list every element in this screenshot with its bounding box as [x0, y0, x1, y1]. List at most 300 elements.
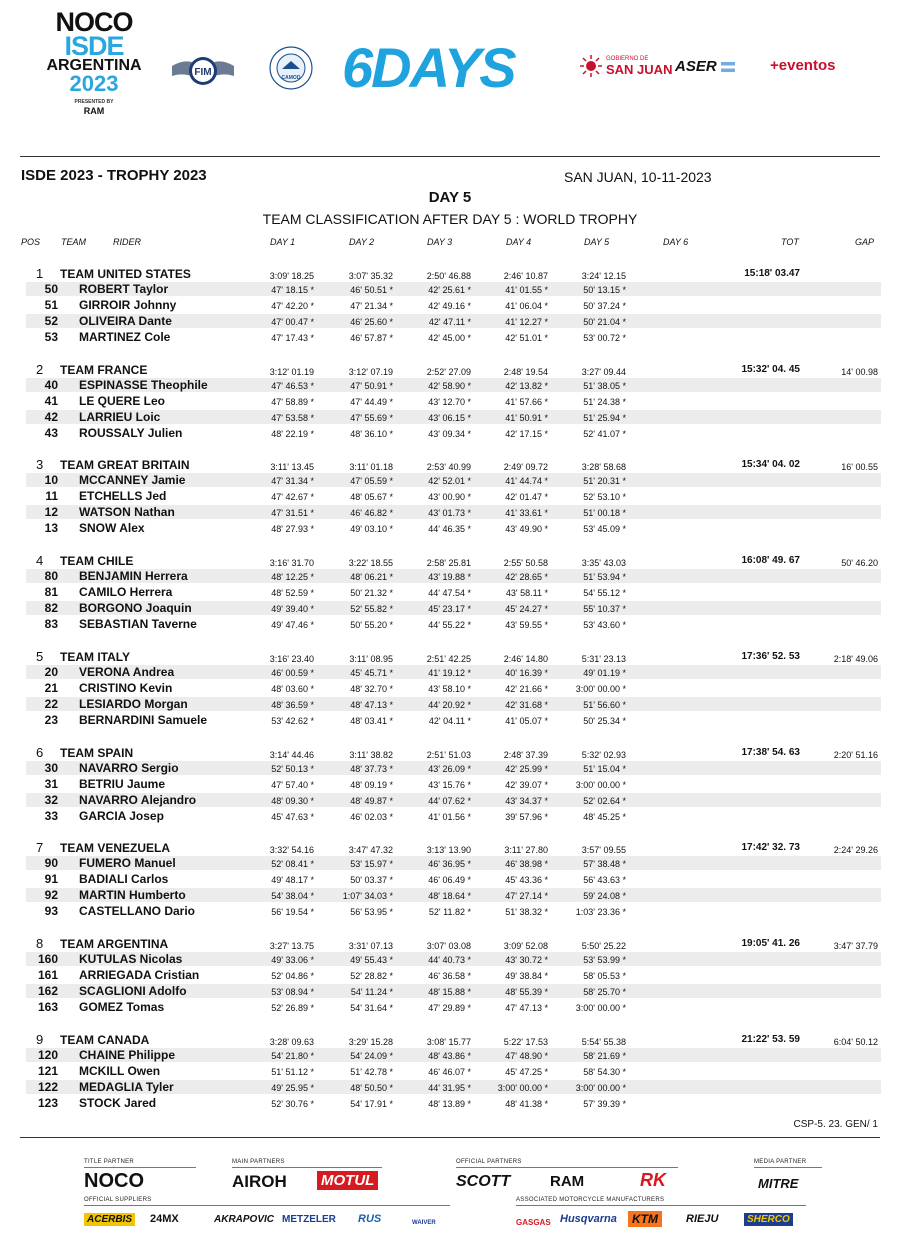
rider-day-time: 45' 43.36 *: [505, 875, 548, 886]
team-name: TEAM CHILE: [60, 554, 134, 569]
rider-number: 33: [44, 808, 58, 823]
rider-number: 22: [44, 696, 58, 711]
rider-day-time: 51' 00.18 *: [583, 508, 626, 519]
rider-day-time: 56' 19.54 *: [271, 907, 314, 918]
team-day-time: 3:07' 03.08: [426, 940, 471, 951]
rider-row: [26, 872, 881, 886]
main-partners-line: [232, 1167, 382, 1168]
rider-day-time: 47' 42.20 *: [271, 301, 314, 311]
rider-row: [26, 601, 881, 615]
rider-number: 53: [44, 330, 58, 344]
rider-day-time: 1:07' 34.03 *: [342, 891, 393, 902]
rider-day-time: 44' 31.95 *: [428, 1082, 471, 1093]
col-tot: TOT: [781, 237, 799, 247]
rider-day-time: 1:03' 23.36 *: [575, 907, 626, 918]
rider-day-time: 47' 48.90 *: [505, 1050, 548, 1061]
rider-day-time: 49' 33.06 *: [271, 954, 314, 965]
team-day-time: 2:52' 27.09: [426, 366, 471, 377]
rider-day-time: 46' 57.87 *: [350, 333, 393, 343]
rider-number: 52: [44, 314, 58, 328]
rider-day-time: 48' 32.70 *: [350, 683, 393, 694]
rider-day-time: 51' 38.05 *: [583, 380, 626, 391]
rider-day-time: 46' 38.98 *: [505, 859, 548, 870]
noco-footer-logo: NOCO: [84, 1170, 144, 1192]
rider-day-time: 58' 21.69 *: [583, 1050, 626, 1061]
rider-day-time: 48' 50.50 *: [350, 1082, 393, 1093]
team-day-time: 3:12' 01.19: [269, 366, 314, 377]
svg-text:CAMOD: CAMOD: [281, 75, 301, 81]
team-total-time: 15:18' 03.47: [744, 268, 800, 279]
rider-day-time: 41' 01.56 *: [428, 811, 471, 822]
team-row: [0, 1032, 900, 1048]
team-gap: 2:20' 51.16: [833, 749, 878, 760]
rider-number: 120: [37, 1047, 58, 1062]
team-total-time: 19:05' 41. 26: [741, 937, 800, 949]
rider-day-time: 50' 21.32 *: [350, 588, 393, 599]
rider-name: BORGONO Joaquin: [79, 601, 192, 616]
rider-number: 20: [44, 664, 58, 679]
rider-day-time: 46' 02.03 *: [350, 811, 393, 822]
rider-day-time: 45' 24.27 *: [505, 604, 548, 615]
rider-row: [26, 713, 881, 727]
rider-day-time: 48' 45.25 *: [583, 811, 626, 822]
col-day3: DAY 3: [427, 237, 453, 247]
rider-day-time: 41' 50.91 *: [505, 412, 548, 423]
rider-day-time: 54' 11.24 *: [350, 986, 393, 997]
team-day-time: 3:12' 07.19: [348, 366, 393, 377]
rider-day-time: 44' 46.35 *: [428, 524, 471, 535]
rider-name: MARTINEZ Cole: [79, 330, 171, 344]
logo-presented-text: PRESENTED BY: [74, 99, 114, 105]
rider-row: [26, 282, 881, 296]
place-date: SAN JUAN, 10-11-2023: [564, 169, 712, 185]
team-day-time: 3:27' 09.44: [581, 366, 626, 377]
team-position: 9: [36, 1031, 44, 1047]
san-juan-logo: [580, 55, 672, 77]
team-day-time: 3:16' 23.40: [269, 653, 314, 664]
team-block: [0, 266, 900, 346]
team-gap: 6:04' 50.12: [833, 1036, 878, 1047]
team-position: 5: [36, 648, 44, 664]
rider-day-time: 41' 12.27 *: [505, 317, 548, 327]
rider-row: [26, 984, 881, 998]
rider-name: LE QUERE Leo: [79, 393, 166, 408]
rider-day-time: 42' 13.82 *: [505, 380, 548, 391]
rider-number: 160: [37, 951, 58, 966]
rider-day-time: 59' 24.08 *: [583, 891, 626, 902]
rider-day-time: 44' 07.62 *: [428, 795, 471, 806]
scott-logo: SCOTT: [456, 1173, 511, 1190]
rider-day-time: 42' 25.99 *: [505, 763, 548, 774]
rider-day-time: 47' 18.15 *: [271, 285, 314, 295]
rider-number: 31: [44, 776, 58, 791]
rider-day-time: 40' 16.39 *: [505, 667, 548, 678]
team-name: TEAM GREAT BRITAIN: [60, 458, 190, 473]
team-block: [0, 649, 900, 729]
title-partner-line: [84, 1167, 196, 1168]
rider-row: [26, 585, 881, 599]
akrapovic-logo: AKRAPOVIC: [214, 1214, 275, 1225]
eventos-logo: +eventos: [770, 57, 836, 74]
media-partner-label: MEDIA PARTNER: [754, 1159, 807, 1165]
rider-name: MEDAGLIA Tyler: [79, 1079, 174, 1094]
team-day-time: 3:35' 43.03: [581, 558, 626, 569]
official-suppliers-line: [84, 1205, 450, 1206]
rider-day-time: 51' 38.32 *: [505, 907, 548, 918]
team-day-time: 2:53' 40.99: [426, 462, 471, 473]
rider-number: 92: [44, 888, 58, 903]
san-juan-main-text: SAN JUAN: [606, 62, 673, 77]
rider-day-time: 48' 22.19 *: [271, 428, 314, 439]
header-rule: [20, 156, 880, 157]
rider-day-time: 51' 42.78 *: [350, 1066, 393, 1077]
rider-day-time: 47' 57.40 *: [271, 779, 314, 790]
team-day-time: 3:08' 15.77: [426, 1036, 471, 1047]
rider-day-time: 46' 46.07 *: [428, 1066, 471, 1077]
rider-day-time: 43' 26.09 *: [428, 763, 471, 774]
rider-row: [26, 761, 881, 775]
team-total-time: 16:08' 49. 67: [741, 555, 800, 567]
rider-day-time: 46' 36.95 *: [428, 859, 471, 870]
doc-title: ISDE 2023 - TROPHY 2023: [21, 167, 207, 184]
rider-day-time: 44' 40.73 *: [428, 954, 471, 965]
team-day-time: 3:11' 38.82: [349, 749, 393, 760]
col-day5: DAY 5: [584, 237, 610, 247]
rider-day-time: 52' 08.41 *: [271, 859, 314, 870]
team-gap: 2:24' 29.26: [833, 845, 878, 856]
rider-number: 163: [37, 999, 58, 1014]
gasgas-logo: GASGAS: [516, 1218, 551, 1227]
rider-row: [26, 697, 881, 711]
rider-day-time: 45' 23.17 *: [428, 604, 471, 615]
rider-day-time: 48' 36.10 *: [350, 428, 393, 439]
team-day-time: 3:16' 31.70: [269, 558, 314, 569]
media-partner-line: [754, 1167, 822, 1168]
ram-footer-logo: RAM: [550, 1173, 585, 1190]
team-day-time: 2:46' 10.87: [503, 271, 548, 281]
team-position: 3: [36, 457, 44, 473]
rider-day-time: 43' 19.88 *: [428, 572, 471, 583]
rider-day-time: 44' 55.22 *: [428, 620, 471, 631]
rider-name: BERNARDINI Samuele: [79, 712, 208, 727]
rider-name: MARTIN Humberto: [79, 888, 186, 903]
ktm-logo: KTM: [628, 1211, 662, 1227]
rider-name: CRISTINO Kevin: [79, 680, 173, 695]
team-gap: 3:47' 37.79: [833, 940, 878, 951]
rider-name: BETRIU Jaume: [79, 776, 166, 791]
team-gap: 16' 00.55: [841, 462, 878, 473]
team-day-time: 3:47' 47.32: [348, 845, 393, 856]
manufacturers-line: [516, 1205, 806, 1206]
argentina-flag-icon: [721, 62, 735, 72]
rider-row: [26, 968, 881, 982]
rider-day-time: 48' 18.64 *: [428, 891, 471, 902]
rider-row: [26, 665, 881, 679]
rider-row: [26, 617, 881, 631]
rider-day-time: 43' 12.70 *: [428, 396, 471, 407]
team-day-time: 2:48' 37.39: [503, 749, 548, 760]
rider-day-time: 48' 49.87 *: [350, 795, 393, 806]
rider-day-time: 47' 31.34 *: [271, 476, 314, 487]
doc-footnote: CSP-5. 23. GEN/ 1: [793, 1119, 878, 1130]
rider-day-time: 48' 27.93 *: [271, 524, 314, 535]
rider-day-time: 50' 55.20 *: [350, 620, 393, 631]
rider-day-time: 52' 50.13 *: [271, 763, 314, 774]
team-name: TEAM ITALY: [60, 649, 131, 664]
rider-name: ESPINASSE Theophile: [79, 377, 208, 392]
rider-name: SEBASTIAN Taverne: [79, 617, 197, 632]
team-day-time: 5:50' 25.22: [581, 940, 626, 951]
rider-name: OLIVEIRA Dante: [79, 314, 172, 328]
rider-name: STOCK Jared: [79, 1095, 157, 1110]
rider-day-time: 50' 37.24 *: [583, 301, 626, 311]
rider-day-time: 53' 42.62 *: [271, 715, 314, 726]
col-pos: POS: [21, 237, 41, 247]
team-total-time: 17:38' 54. 63: [741, 746, 800, 758]
rider-day-time: 52' 41.07 *: [583, 428, 626, 439]
team-gap: 14' 00.98: [841, 366, 878, 377]
rider-day-time: 51' 56.60 *: [583, 699, 626, 710]
team-name: TEAM ARGENTINA: [60, 936, 169, 951]
team-day-time: 2:51' 51.03: [426, 749, 471, 760]
title-partner-label: TITLE PARTNER: [84, 1159, 135, 1165]
team-total-time: 17:36' 52. 53: [741, 650, 800, 662]
sherco-logo: SHERCO: [744, 1213, 793, 1226]
rider-day-time: 48' 47.13 *: [350, 699, 393, 710]
rider-name: ROUSSALY Julien: [79, 425, 183, 440]
rider-day-time: 44' 20.92 *: [428, 699, 471, 710]
rider-number: 50: [44, 282, 58, 296]
team-day-time: 3:24' 12.15: [581, 271, 626, 281]
rider-day-time: 48' 09.30 *: [271, 795, 314, 806]
rider-day-time: 48' 09.19 *: [350, 779, 393, 790]
rider-day-time: 43' 30.72 *: [505, 954, 548, 965]
logo-isde-text: ISDE: [64, 31, 124, 61]
rider-day-time: 42' 49.16 *: [428, 301, 471, 311]
team-day-time: 3:28' 09.63: [269, 1036, 314, 1047]
logo-noco-text: NOCO: [55, 7, 133, 37]
official-partners-line: [456, 1167, 678, 1168]
aser-logo: [675, 59, 735, 74]
rus-logo: RUS: [358, 1213, 382, 1225]
rider-day-time: 43' 15.76 *: [428, 779, 471, 790]
team-day-time: 3:28' 58.68: [581, 462, 626, 473]
rieju-logo: RIEJU: [686, 1213, 719, 1225]
official-partners-label: OFFICIAL PARTNERS: [456, 1159, 522, 1165]
rider-day-time: 43' 09.34 *: [428, 428, 471, 439]
rider-day-time: 3:00' 00.00 *: [575, 683, 626, 694]
logo-argentina-text: ARGENTINA: [46, 57, 142, 74]
rider-number: 91: [44, 872, 58, 887]
team-position: 1: [36, 266, 44, 281]
rider-name: NAVARRO Sergio: [79, 760, 179, 775]
rider-name: ROBERT Taylor: [79, 282, 169, 296]
rider-day-time: 42' 58.90 *: [428, 380, 471, 391]
sun-icon: [580, 55, 602, 77]
rider-day-time: 50' 25.34 *: [583, 715, 626, 726]
rider-day-time: 50' 13.15 *: [583, 285, 626, 295]
rider-number: 11: [45, 489, 58, 504]
team-day-time: 3:09' 18.25: [269, 271, 314, 281]
rider-day-time: 54' 31.64 *: [350, 1002, 393, 1013]
rider-day-time: 48' 12.25 *: [271, 572, 314, 583]
rider-row: [26, 505, 881, 519]
rider-number: 12: [44, 505, 58, 520]
rider-name: BENJAMIN Herrera: [79, 569, 188, 584]
rider-day-time: 47' 53.58 *: [271, 412, 314, 423]
rider-day-time: 42' 39.07 *: [505, 779, 548, 790]
six-days-logo: 6DAYS: [342, 36, 515, 99]
rider-name: CAMILO Herrera: [79, 585, 173, 600]
rider-day-time: 39' 57.96 *: [505, 811, 548, 822]
rider-row: [26, 314, 881, 328]
rider-day-time: 43' 01.73 *: [428, 508, 471, 519]
noco-isde-logo: [44, 7, 144, 116]
rider-day-time: 3:00' 00.00 *: [497, 1082, 548, 1093]
rider-day-time: 42' 31.68 *: [505, 699, 548, 710]
waiver-logo: WAIVER: [412, 1220, 436, 1226]
team-position: 4: [36, 553, 44, 569]
rider-row: [26, 952, 881, 966]
rider-day-time: 46' 00.59 *: [271, 667, 314, 678]
aser-text: ASER: [675, 58, 717, 75]
rider-day-time: 52' 28.82 *: [350, 970, 393, 981]
rider-day-time: 54' 55.12 *: [583, 588, 626, 599]
team-row: [0, 649, 900, 665]
rider-number: 121: [37, 1063, 58, 1078]
rider-day-time: 49' 47.46 *: [271, 620, 314, 631]
rider-name: ETCHELLS Jed: [79, 489, 167, 504]
team-day-time: 3:22' 18.55: [348, 558, 393, 569]
rider-name: WATSON Nathan: [79, 505, 175, 520]
team-day-time: 3:57' 09.55: [581, 845, 626, 856]
rider-day-time: 47' 44.49 *: [350, 396, 393, 407]
rider-day-time: 3:00' 00.00 *: [575, 779, 626, 790]
rider-day-time: 51' 25.94 *: [583, 412, 626, 423]
team-day-time: 2:50' 46.88: [426, 271, 471, 281]
team-row: [0, 745, 900, 761]
motul-logo: MOTUL: [317, 1171, 378, 1190]
team-day-time: 3:09' 52.08: [503, 940, 548, 951]
rider-day-time: 46' 06.49 *: [428, 875, 471, 886]
rider-name: VERONA Andrea: [79, 664, 175, 679]
rider-day-time: 47' 17.43 *: [271, 333, 314, 343]
rider-day-time: 57' 39.39 *: [583, 1098, 626, 1109]
team-day-time: 3:07' 35.32: [348, 271, 393, 281]
rider-day-time: 49' 55.43 *: [350, 954, 393, 965]
rider-day-time: 51' 53.94 *: [583, 572, 626, 583]
team-day-time: 3:31' 07.13: [348, 940, 393, 951]
team-block: [0, 840, 900, 920]
rider-day-time: 47' 42.67 *: [271, 492, 314, 503]
rider-number: 51: [44, 298, 58, 312]
team-block: [0, 745, 900, 825]
rider-row: [26, 856, 881, 870]
rider-day-time: 49' 38.84 *: [505, 970, 548, 981]
rider-number: 23: [44, 712, 58, 727]
rider-name: MCKILL Owen: [79, 1063, 161, 1078]
rider-day-time: 46' 50.51 *: [350, 285, 393, 295]
rider-number: 162: [37, 983, 58, 998]
24mx-logo: 24MX: [150, 1213, 179, 1225]
rider-day-time: 47' 27.14 *: [505, 891, 548, 902]
rider-day-time: 42' 47.11 *: [428, 317, 471, 327]
rider-day-time: 50' 21.04 *: [583, 317, 626, 327]
rider-name: NAVARRO Alejandro: [79, 792, 197, 807]
rider-day-time: 48' 55.39 *: [505, 986, 548, 997]
rider-day-time: 43' 58.11 *: [505, 588, 548, 599]
rider-day-time: 54' 24.09 *: [350, 1050, 393, 1061]
rider-day-time: 41' 01.55 *: [505, 285, 548, 295]
rider-day-time: 53' 15.97 *: [350, 859, 393, 870]
rider-day-time: 43' 59.55 *: [505, 620, 548, 631]
team-day-time: 3:11' 13.45: [270, 462, 314, 473]
team-day-time: 5:31' 23.13: [581, 653, 626, 664]
col-day2: DAY 2: [349, 237, 375, 247]
rider-day-time: 47' 55.69 *: [350, 412, 393, 423]
rider-day-time: 42' 52.01 *: [428, 476, 471, 487]
team-day-time: 3:11' 01.18: [349, 462, 393, 473]
team-day-time: 3:11' 27.80: [504, 845, 548, 856]
team-row: [0, 457, 900, 473]
main-partners-label: MAIN PARTNERS: [232, 1159, 285, 1165]
rider-day-time: 45' 45.71 *: [350, 667, 393, 678]
rider-day-time: 47' 46.53 *: [271, 380, 314, 391]
logo-ram-text: RAM: [83, 106, 105, 116]
rider-day-time: 57' 38.48 *: [583, 859, 626, 870]
rider-day-time: 42' 28.65 *: [505, 572, 548, 583]
col-team: TEAM: [61, 237, 87, 247]
rider-name: CHAINE Philippe: [79, 1047, 176, 1062]
rider-day-time: 48' 06.21 *: [350, 572, 393, 583]
team-day-time: 3:13' 13.90: [426, 845, 471, 856]
rider-day-time: 53' 00.72 *: [583, 333, 626, 343]
rider-day-time: 47' 47.13 *: [505, 1002, 548, 1013]
team-day-time: 5:54' 55.38: [581, 1036, 626, 1047]
rider-day-time: 48' 15.88 *: [428, 986, 471, 997]
rider-day-time: 41' 44.74 *: [505, 476, 548, 487]
col-day1: DAY 1: [270, 237, 296, 247]
day-title: DAY 5: [428, 189, 472, 206]
team-total-time: 17:42' 32. 73: [741, 842, 800, 854]
team-position: 7: [36, 840, 44, 856]
rider-row: [26, 1080, 881, 1094]
rider-day-time: 45' 47.63 *: [271, 811, 314, 822]
acerbis-logo: ACERBIS: [84, 1213, 135, 1226]
rider-number: 93: [44, 904, 58, 919]
team-block: [0, 362, 900, 442]
rider-day-time: 49' 39.40 *: [271, 604, 314, 615]
rider-number: 83: [44, 617, 58, 632]
rider-name: GOMEZ Tomas: [79, 999, 165, 1014]
team-day-time: 2:49' 09.72: [503, 462, 548, 473]
rider-day-time: 58' 05.53 *: [583, 970, 626, 981]
team-gap: 2:18' 49.06: [833, 653, 878, 664]
rider-name: GARCIA Josep: [79, 808, 164, 823]
team-block: [0, 457, 900, 537]
rider-day-time: 42' 51.01 *: [505, 333, 548, 343]
rider-day-time: 54' 17.91 *: [350, 1098, 393, 1109]
team-row: [0, 553, 900, 569]
official-suppliers-label: OFFICIAL SUPPLIERS: [84, 1197, 152, 1203]
team-day-time: 2:58' 25.81: [426, 558, 471, 569]
rider-day-time: 52' 26.89 *: [271, 1002, 314, 1013]
rider-day-time: 51' 24.38 *: [583, 396, 626, 407]
rider-number: 21: [44, 680, 58, 695]
rider-number: 13: [44, 521, 58, 536]
rider-number: 82: [44, 601, 58, 616]
rider-day-time: 47' 58.89 *: [271, 396, 314, 407]
